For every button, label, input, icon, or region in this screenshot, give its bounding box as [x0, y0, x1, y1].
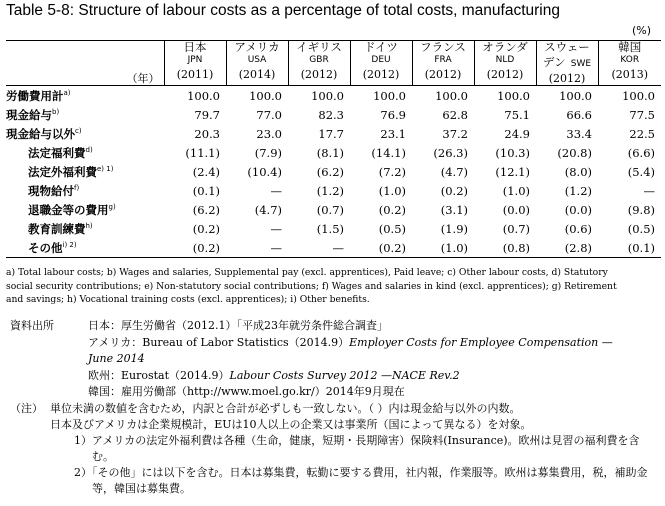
table-cell: 22.5 — [629, 126, 655, 141]
table-cell: 100.0 — [311, 88, 344, 103]
column-header: アメリカ USA (2014) — [226, 41, 288, 86]
table-cell: (8.0) — [564, 164, 592, 179]
table-cell: (7.9) — [254, 145, 282, 160]
table-cell: (11.1) — [185, 145, 220, 160]
table-cell: (0.7) — [502, 221, 530, 236]
table-cell: (6.2) — [316, 164, 344, 179]
row-label: 退職金等の費用$^{g)}$ — [28, 202, 116, 217]
table-cell: (9.8) — [627, 202, 655, 217]
table-cell: 100.0 — [497, 88, 530, 103]
table-cell: 17.7 — [318, 126, 344, 141]
table-cell: 62.8 — [442, 107, 468, 122]
notes-header: （注） — [10, 402, 43, 415]
table-cell: (0.1) — [192, 183, 220, 198]
table-cell: (10.4) — [247, 164, 282, 179]
row-label: 法定福利費$^{d)}$ — [28, 145, 93, 160]
table-cell: 100.0 — [187, 88, 220, 103]
table-cell: (0.2) — [440, 183, 468, 198]
table-cell: 33.4 — [566, 126, 592, 141]
table-cell: (14.1) — [371, 145, 406, 160]
source-usa: アメリカ：Bureau of Labor Statistics（2014.9） — [88, 335, 350, 349]
table-cell: 77.5 — [629, 107, 655, 122]
table-cell: (0.2) — [378, 202, 406, 217]
table-cell: 23.0 — [256, 126, 282, 141]
table-cell: (8.1) — [316, 145, 344, 160]
table-cell: (5.4) — [627, 164, 655, 179]
table-cell: 100.0 — [559, 88, 592, 103]
table-cell: (4.7) — [254, 202, 282, 217]
table-cell: 23.1 — [380, 126, 406, 141]
table-cell: (0.0) — [502, 202, 530, 217]
table-row — [6, 143, 661, 162]
table-cell: — — [643, 183, 655, 198]
column-header: 日本 JPN (2011) — [164, 41, 226, 86]
table-cell: (1.0) — [412, 238, 474, 258]
source-usa-title-cont: June 2014 — [88, 352, 145, 365]
source-eu-title: Labour Costs Survey 2012 —NACE Rev.2 — [229, 368, 460, 382]
row-label: 法定外福利費$^{e) 1)}$ — [28, 164, 114, 179]
row-label: 教育訓練費$^{h)}$ — [28, 221, 93, 236]
source-korea: 韓国：雇用労働部（http://www.moel.go.kr/）2014年9月現在 — [88, 385, 405, 398]
table-row — [6, 162, 661, 181]
footnote-2: 2）「その他」には以下を含む。日本は募集費，転勤に要する費用，社内報，作業服等。欧州は募集費用，税，補助金等，韓国は募集費。 — [74, 466, 648, 495]
table-cell: (6.2) — [192, 202, 220, 217]
table-cell: (1.2) — [316, 183, 344, 198]
table-cell: — — [270, 183, 282, 198]
table-cell: — — [270, 221, 282, 236]
table-row — [6, 238, 661, 258]
table-cell: 37.2 — [442, 126, 468, 141]
column-header: フランス FRA (2012) — [412, 41, 474, 86]
table-cell: 77.0 — [256, 107, 282, 122]
english-notes — [6, 266, 661, 307]
table-cell: 76.9 — [380, 107, 406, 122]
table-cell: (0.6) — [564, 221, 592, 236]
table-cell: 79.7 — [194, 107, 220, 122]
table-cell: 20.3 — [194, 126, 220, 141]
table-cell: (0.0) — [564, 202, 592, 217]
table-cell: (1.2) — [564, 183, 592, 198]
english-note-line: social security contributions; e) Non-statutory social contributions; f) Wages and salaries in kind (excl. apprentices); g) Retirement — [6, 280, 617, 292]
table-cell: — — [288, 238, 350, 258]
table-cell: (3.1) — [440, 202, 468, 217]
table-cell: (0.2) — [350, 238, 412, 258]
table-row — [6, 86, 661, 106]
table-cell: 75.1 — [504, 107, 530, 122]
table-row — [6, 200, 661, 219]
table-row — [6, 124, 661, 143]
table-cell: 100.0 — [373, 88, 406, 103]
column-header: 韓国 KOR (2013) — [598, 41, 661, 86]
table-cell: (1.0) — [378, 183, 406, 198]
sources-header: 資料出所 — [10, 319, 54, 332]
column-header: オランダ NLD (2012) — [474, 41, 536, 86]
table-cell: (26.3) — [433, 145, 468, 160]
sources — [10, 318, 658, 401]
table-cell: 82.3 — [318, 107, 344, 122]
table-cell: (7.2) — [378, 164, 406, 179]
labour-cost-table — [6, 40, 661, 258]
table-cell: (0.2) — [192, 221, 220, 236]
column-header: スウェー デン SWE (2012) — [536, 41, 598, 86]
row-label: 労働費用計$^{a)}$ — [6, 88, 71, 103]
table-cell: (4.7) — [440, 164, 468, 179]
table-cell: (0.1) — [598, 238, 661, 258]
row-label: 現金給与以外$^{c)}$ — [6, 126, 82, 141]
table-cell: (2.8) — [536, 238, 598, 258]
table-cell: (6.6) — [627, 145, 655, 160]
table-cell: (10.3) — [495, 145, 530, 160]
unit-label: (%) — [631, 24, 651, 37]
notes — [10, 401, 658, 497]
table-cell: 24.9 — [504, 126, 530, 141]
note-line: 単位未満の数値を含むため，内訳と合計が必ずしも一致しない。（ ）内は現金給与以外の内数。 — [50, 402, 521, 415]
column-header: ドイツ DEU (2012) — [350, 41, 412, 86]
english-note-line: a) Total labour costs; b) Wages and salaries, Supplemental pay (excl. apprentices), Paid leave; c) Other labour costs, d) Statutory — [6, 267, 608, 278]
table-cell: 100.0 — [249, 88, 282, 103]
table-cell: (0.2) — [164, 238, 226, 258]
row-label: その他$^{i) 2)}$ — [6, 238, 164, 258]
table-cell: — — [226, 238, 288, 258]
row-label: 現金給与$^{b)}$ — [6, 107, 60, 122]
table-header-row — [6, 41, 661, 86]
table-cell: (0.5) — [627, 221, 655, 236]
table-row — [6, 219, 661, 238]
table-cell: (1.0) — [502, 183, 530, 198]
table-cell: (2.4) — [192, 164, 220, 179]
note-line: 日本及びアメリカは企業規模計，EUは10人以上の企業又は事業所（国によって異なる）を対象。 — [50, 418, 532, 431]
english-note-line: and savings; h) Vocational training costs (excl. apprentices); i) Other benefits. — [6, 294, 370, 305]
table-cell: 100.0 — [435, 88, 468, 103]
source-usa-title: Employer Costs for Employee Compensation — — [349, 335, 613, 349]
column-header: イギリス GBR (2012) — [288, 41, 350, 86]
source-japan: 日本：厚生労働省（2012.1）「平成23年就労条件総合調査」 — [88, 319, 388, 332]
page-title: Table 5-8: Structure of labour costs as a percentage of total costs, manufacturing — [6, 2, 560, 19]
table-cell: (1.9) — [440, 221, 468, 236]
table-cell: (0.5) — [378, 221, 406, 236]
table-cell: (1.5) — [316, 221, 344, 236]
table-cell: 66.6 — [566, 107, 592, 122]
table-row — [6, 105, 661, 124]
table-cell: (20.8) — [557, 145, 592, 160]
table-row — [6, 181, 661, 200]
source-eu: 欧州：Eurostat（2014.9） — [88, 368, 230, 382]
table-cell: 100.0 — [622, 88, 655, 103]
row-label: 現物給付$^{f)}$ — [28, 183, 80, 198]
table-cell: (12.1) — [495, 164, 530, 179]
year-label: （年） — [6, 41, 164, 86]
footnote-1: 1）アメリカの法定外福利費は各種（生命，健康，短期・長期障害）保険料(Insurance)。欧州は見習の福利費を含む。 — [74, 434, 640, 463]
table-cell: (0.7) — [316, 202, 344, 217]
table-cell: (0.8) — [474, 238, 536, 258]
